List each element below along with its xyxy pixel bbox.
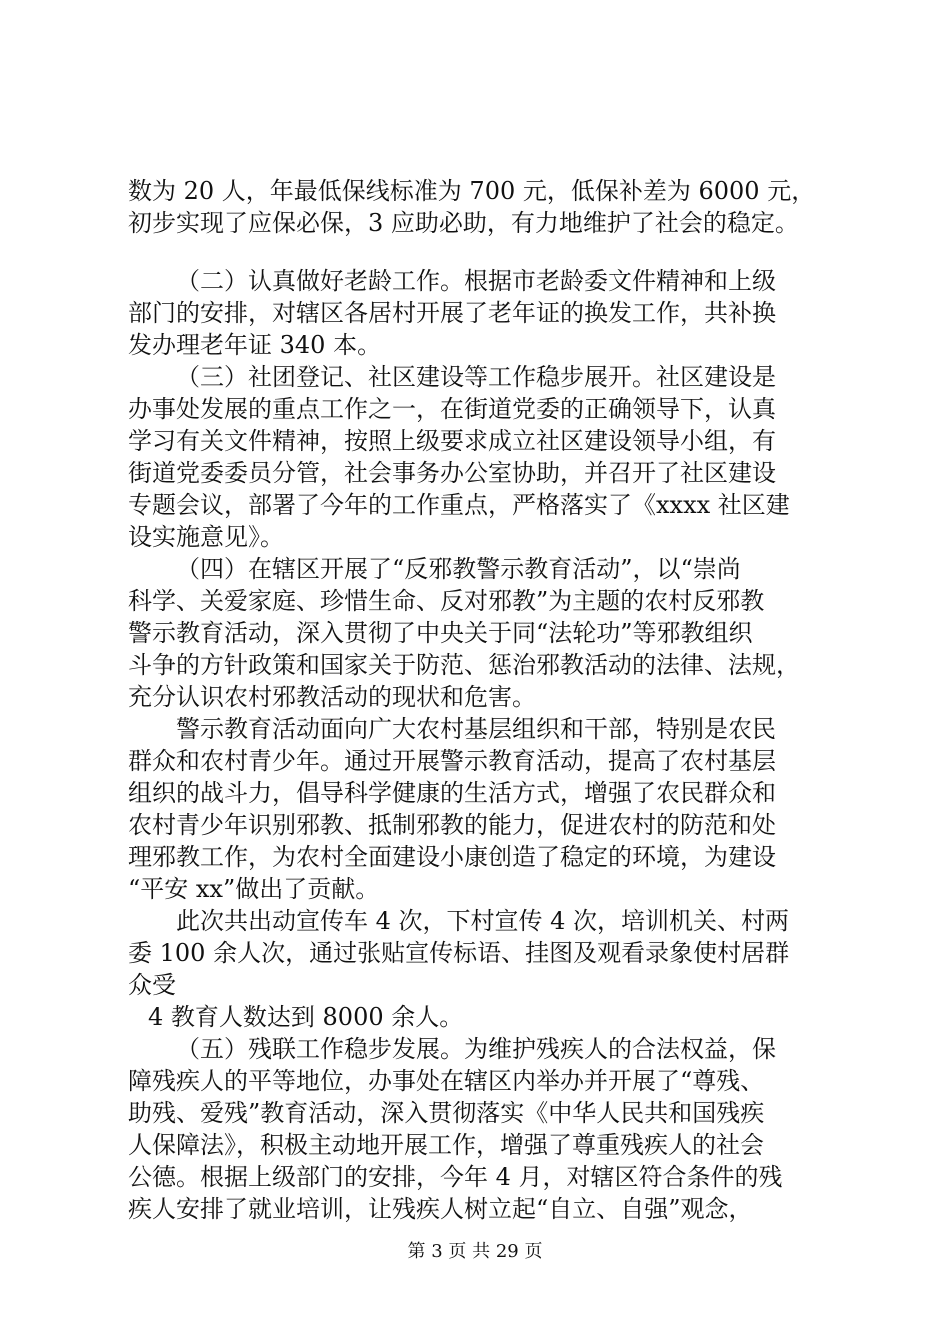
text-line: 众受 [128,971,176,999]
text-line: 农村青少年识别邪教、抵制邪教的能力，促进农村的防范和处 [128,811,776,839]
section-four-heading-line: （四）在辖区开展了“反邪教警示教育活动”，以“崇尚 [176,555,741,583]
text-line: 此次共出动宣传车 4 次，下村宣传 4 次，培训机关、村两 [176,907,790,935]
text-line: 科学、关爱家庭、珍惜生命、反对邪教”为主题的农村反邪教 [128,587,765,615]
text-line: “平安 xx”做出了贡献。 [128,875,380,903]
text-line: 部门的安排，对辖区各居村开展了老年证的换发工作，共补换 [128,299,776,327]
text-line: 办事处发展的重点工作之一，在街道党委的正确领导下，认真 [128,395,776,423]
text-line: 委 100 余人次，通过张贴宣传标语、挂图及观看录象使村居群 [128,939,790,967]
text-line: 设实施意见》。 [128,523,284,551]
text-line: 专题会议，部署了今年的工作重点，严格落实了《xxxx 社区建 [128,491,790,519]
text-line: 斗争的方针政策和国家关于防范、惩治邪教活动的法律、法规， [128,651,800,679]
text-line: 初步实现了应保必保，3 应助必助，有力地维护了社会的稳定。 [128,209,799,237]
text-line: 障残疾人的平等地位，办事处在辖区内举办并开展了“尊残、 [128,1067,765,1095]
main-text [128,265,840,1225]
section-five-heading-line: （五）残联工作稳步发展。为维护残疾人的合法权益，保 [176,1035,776,1063]
paragraph-continuation [128,175,840,239]
text-line: 充分认识农村邪教活动的现状和危害。 [128,683,536,711]
text-line: 4 教育人数达到 8000 余人。 [148,1003,464,1031]
section-three-heading-line: （三）社团登记、社区建设等工作稳步展开。社区建设是 [176,363,776,391]
text-line: 群众和农村青少年。通过开展警示教育活动，提高了农村基层 [128,747,776,775]
text-line: 组织的战斗力，倡导科学健康的生活方式，增强了农民群众和 [128,779,776,807]
text-line: 理邪教工作，为农村全面建设小康创造了稳定的环境，为建设 [128,843,776,871]
page-number: 第 3 页 共 29 页 [407,1241,543,1262]
text-line: 数为 20 人，年最低保线标准为 700 元，低保补差为 6000 元， [128,177,816,205]
page-footer [0,1240,950,1264]
text-line: 人保障法》，积极主动地开展工作，增强了尊重残疾人的社会 [128,1131,764,1159]
text-line: 警示教育活动面向广大农村基层组织和干部，特别是农民 [176,715,776,743]
text-line: 发办理老年证 340 本。 [128,331,382,359]
text-line: 学习有关文件精神，按照上级要求成立社区建设领导小组，有 [128,427,776,455]
section-two-heading-line: （二）认真做好老龄工作。根据市老龄委文件精神和上级 [176,267,776,295]
text-line: 街道党委委员分管，社会事务办公室协助，并召开了社区建设 [128,459,776,487]
text-line: 疾人安排了就业培训，让残疾人树立起“自立、自强”观念， [128,1195,753,1223]
text-line: 公德。根据上级部门的安排，今年 4 月，对辖区符合条件的残 [128,1163,783,1191]
text-line: 助残、爱残”教育活动，深入贯彻落实《中华人民共和国残疾 [128,1099,765,1127]
text-line: 警示教育活动，深入贯彻了中央关于同“法轮功”等邪教组织 [128,619,753,647]
